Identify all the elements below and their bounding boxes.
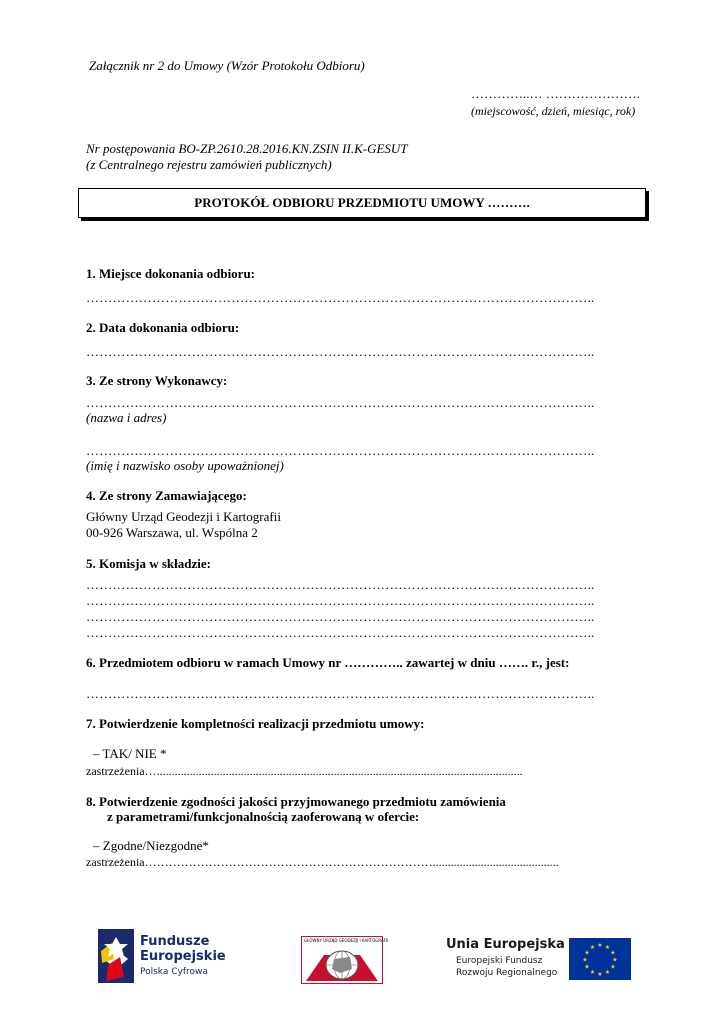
- fe-line3: Polska Cyfrowa: [140, 967, 208, 977]
- section-8-heading: 8. Potwierdzenie zgodności jakości przyjmowanego przedmiotu zamówienia: [86, 794, 506, 809]
- svg-text:★: ★: [610, 949, 616, 957]
- ue-line2: Europejski Fundusz: [456, 956, 543, 966]
- dotted-line: ……………………………………………………………………………………………………..: [86, 290, 595, 305]
- procedure-note: (z Centralnego rejestru zamówień publicznych): [86, 157, 332, 172]
- remarks-line: zastrzeżenia………………………………………………………………..........................................: [86, 855, 559, 869]
- dotted-line: ……………………………………………………………………………………………………..: [86, 625, 595, 640]
- ue-line1: Unia Europejska: [446, 937, 565, 952]
- dotted-line: ……………………………………………………………………………………………………..: [86, 577, 595, 592]
- svg-text:★: ★: [612, 956, 618, 964]
- svg-text:★: ★: [604, 969, 611, 976]
- dotted-line: ……………………………………………………………………………………………………..: [86, 395, 595, 410]
- svg-text:★: ★: [589, 969, 596, 976]
- gugik-emblem-icon: [306, 945, 378, 981]
- svg-text:★: ★: [589, 944, 596, 951]
- fe-line1: Fundusze: [140, 934, 210, 949]
- dotted-line: ……………………………………………………………………………………………………..: [86, 443, 595, 458]
- ordering-party-address: 00-926 Warszawa, ul. Wspólna 2: [86, 525, 258, 540]
- section-6-heading: 6. Przedmiotem odbioru w ramach Umowy nr ………….. zawartej w dniu ……. r., jest:: [86, 655, 570, 670]
- dotted-line: ……………………………………………………………………………………………………..: [86, 686, 595, 701]
- section-5-heading: 5. Komisja w składzie:: [86, 556, 211, 571]
- ordering-party-name: Główny Urząd Geodezji i Kartografii: [86, 509, 281, 524]
- place-date-caption: (miejscowość, dzień, miesiąc, rok): [471, 104, 636, 118]
- protocol-title: PROTOKÓŁ ODBIORU PRZEDMIOTU UMOWY ……….: [194, 195, 530, 210]
- svg-text:★: ★: [610, 963, 616, 971]
- section-3-heading: 3. Ze strony Wykonawcy:: [86, 373, 228, 388]
- svg-text:★: ★: [597, 942, 603, 949]
- section-2-heading: 2. Data dokonania odbioru:: [86, 320, 240, 335]
- yes-no-option: – TAK/ NIE *: [93, 746, 167, 761]
- dotted-line: ……………………………………………………………………………………………………..: [86, 344, 595, 359]
- gugik-caption: GŁÓWNY URZĄD GEODEZJI I KARTOGRAFII: [304, 938, 389, 943]
- section-7-heading: 7. Potwierdzenie kompletności realizacji przedmiotu umowy:: [86, 716, 425, 731]
- compliance-option: – Zgodne/Niezgodne*: [93, 838, 209, 853]
- fe-logo-icon: [98, 929, 134, 983]
- protocol-title-box: [78, 188, 646, 218]
- contractor-name-caption: (nazwa i adres): [86, 410, 167, 425]
- logo-bar: [0, 920, 724, 1000]
- section-4-heading: 4. Ze strony Zamawiającego:: [86, 488, 247, 503]
- svg-text:★: ★: [582, 956, 588, 964]
- eu-flag-icon: [569, 938, 631, 980]
- dotted-line: ……………………………………………………………………………………………………..: [86, 609, 595, 624]
- procedure-number: Nr postępowania BO-ZP.2610.28.2016.KN.ZSIN II.K-GESUT: [86, 141, 408, 156]
- authorized-person-caption: (imię i nazwisko osoby upoważnionej): [86, 458, 284, 473]
- svg-text:★: ★: [584, 949, 590, 957]
- fe-line2: Europejskie: [140, 949, 226, 964]
- section-1-heading: 1. Miejsce dokonania odbioru:: [86, 266, 256, 281]
- svg-text:★: ★: [597, 971, 603, 978]
- gugik-logo: [301, 936, 389, 984]
- dotted-line: ……………………………………………………………………………………………………..: [86, 593, 595, 608]
- svg-text:★: ★: [584, 963, 590, 971]
- svg-text:★: ★: [604, 944, 611, 951]
- ue-line3: Rozwoju Regionalnego: [456, 968, 558, 978]
- remarks-line: zastrzeżenia…..........................................................................................................................: [86, 764, 523, 778]
- place-date-dots: …………..… ………………….: [471, 86, 640, 101]
- attachment-label: Załącznik nr 2 do Umowy (Wzór Protokołu Odbioru): [89, 58, 365, 73]
- section-8-heading-cont: z parametrami/funkcjonalnością zaoferowaną w ofercie:: [107, 809, 420, 824]
